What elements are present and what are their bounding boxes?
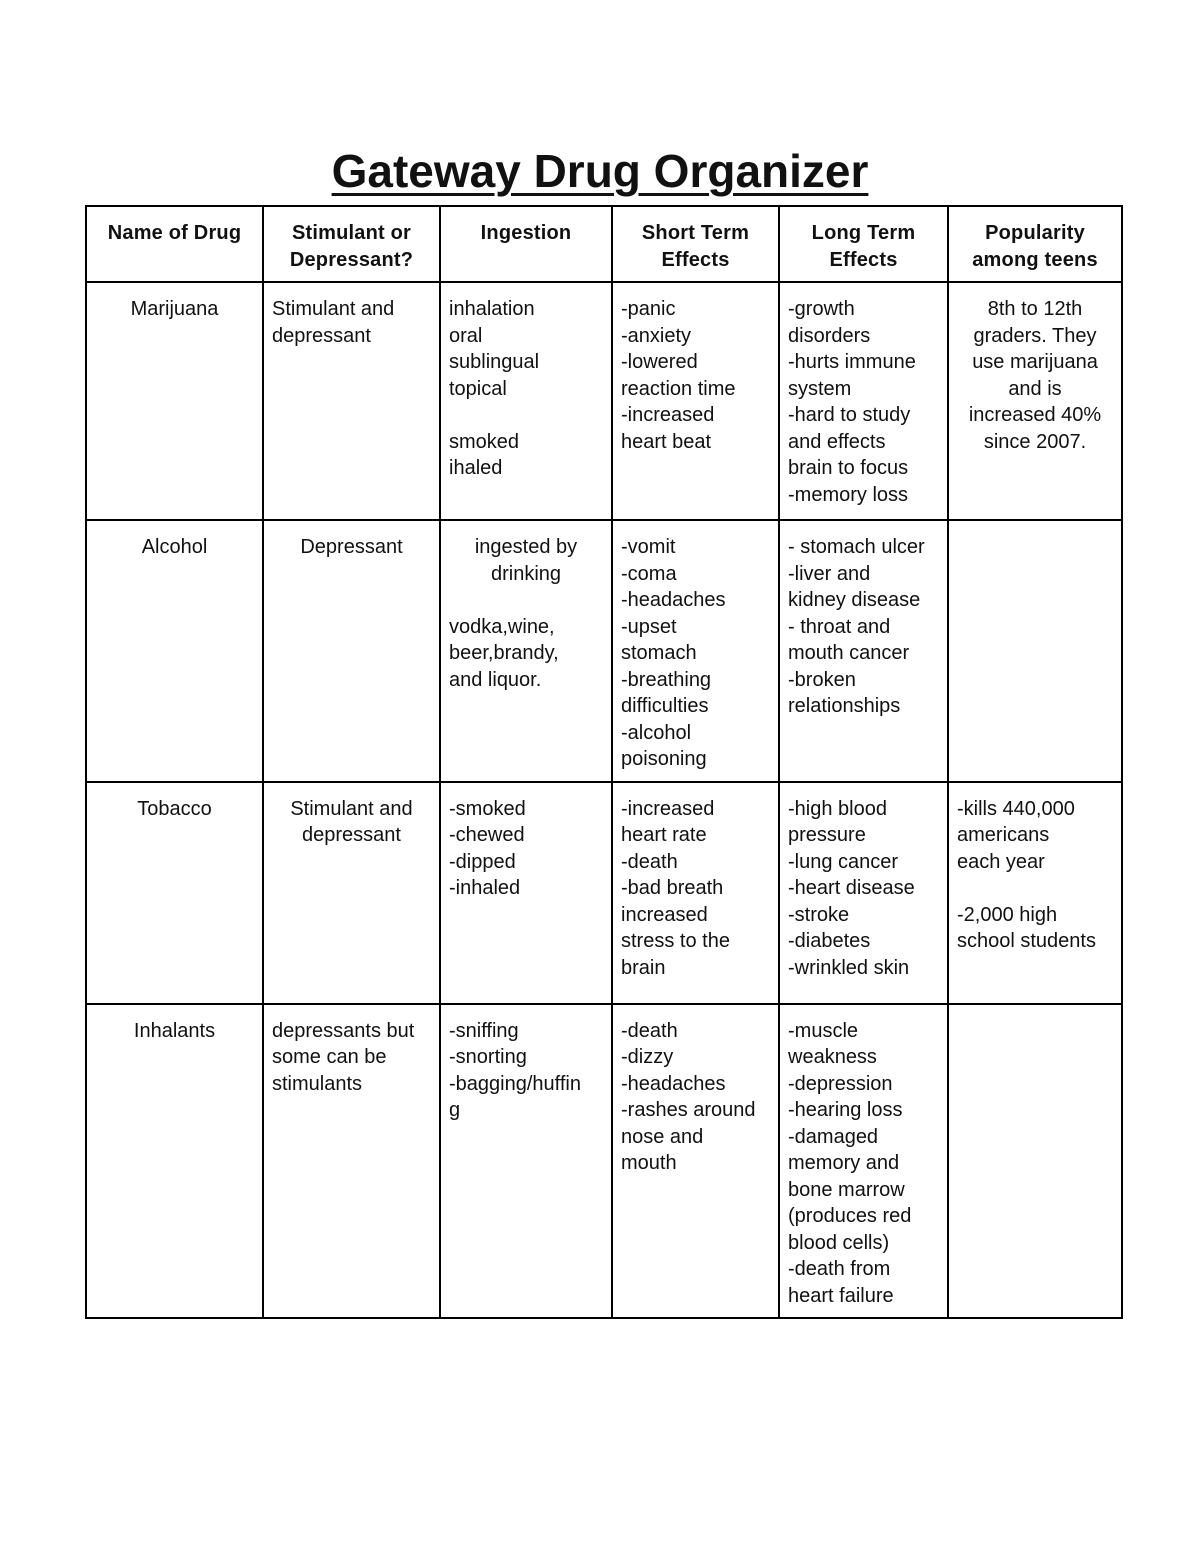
cell-ingestion: inhalation oral sublingual topical smoked ihaled bbox=[440, 282, 612, 520]
table-row bbox=[86, 782, 1122, 1004]
cell-ingestion bbox=[440, 520, 612, 782]
cell-long-term-effects: -muscle weakness -depression -hearing loss -damaged memory and bone marrow (produces red blood cells) -death from heart failure bbox=[779, 1004, 948, 1319]
header-long-term-effects: Long Term Effects bbox=[779, 206, 948, 282]
drug-organizer-table bbox=[85, 205, 1123, 1319]
cell-popularity: 8th to 12th graders. They use marijuana and is increased 40% since 2007. bbox=[948, 282, 1122, 520]
cell-drug-name: Marijuana bbox=[86, 282, 263, 520]
table-row bbox=[86, 520, 1122, 782]
cell-ingestion: -smoked -chewed -dipped -inhaled bbox=[440, 782, 612, 1004]
cell-short-term-effects: -increased heart rate -death -bad breath increased stress to the brain bbox=[612, 782, 779, 1004]
cell-long-term-effects: -growth disorders -hurts immune system -hard to study and effects brain to focus -memory loss bbox=[779, 282, 948, 520]
header-stimulant-or-depressant: Stimulant or Depressant? bbox=[263, 206, 440, 282]
cell-popularity bbox=[948, 520, 1122, 782]
cell-long-term-effects: - stomach ulcer -liver and kidney disease - throat and mouth cancer -broken relationships bbox=[779, 520, 948, 782]
cell-drug-type: Stimulant and depressant bbox=[263, 782, 440, 1004]
cell-drug-name: Tobacco bbox=[86, 782, 263, 1004]
page-title: Gateway Drug Organizer bbox=[331, 145, 869, 197]
ingestion-examples: vodka,wine, beer,brandy, and liquor. bbox=[449, 615, 559, 691]
header-name-of-drug: Name of Drug bbox=[86, 206, 263, 282]
cell-drug-type: Stimulant and depressant bbox=[263, 282, 440, 520]
cell-drug-name: Inhalants bbox=[86, 1004, 263, 1319]
table-row bbox=[86, 282, 1122, 520]
cell-short-term-effects: -vomit -coma -headaches -upset stomach -breathing difficulties -alcohol poisoning bbox=[612, 520, 779, 782]
table-row bbox=[86, 1004, 1122, 1319]
cell-drug-type: depressants but some can be stimulants bbox=[263, 1004, 440, 1319]
cell-short-term-effects: -death -dizzy -headaches -rashes around nose and mouth bbox=[612, 1004, 779, 1319]
cell-drug-name: Alcohol bbox=[86, 520, 263, 782]
header-popularity: Popularity among teens bbox=[948, 206, 1122, 282]
cell-drug-type: Depressant bbox=[263, 520, 440, 782]
cell-short-term-effects: -panic -anxiety -lowered reaction time -increased heart beat bbox=[612, 282, 779, 520]
header-row bbox=[86, 206, 1122, 282]
cell-popularity: -kills 440,000 americans each year -2,000 high school students bbox=[948, 782, 1122, 1004]
ingestion-method: ingested by drinking bbox=[474, 536, 578, 585]
header-short-term-effects: Short Term Effects bbox=[612, 206, 779, 282]
header-ingestion: Ingestion bbox=[440, 206, 612, 282]
cell-long-term-effects: -high blood pressure -lung cancer -heart disease -stroke -diabetes -wrinkled skin bbox=[779, 782, 948, 1004]
cell-ingestion: -sniffing -snorting -bagging/huffin g bbox=[440, 1004, 612, 1319]
cell-popularity bbox=[948, 1004, 1122, 1319]
